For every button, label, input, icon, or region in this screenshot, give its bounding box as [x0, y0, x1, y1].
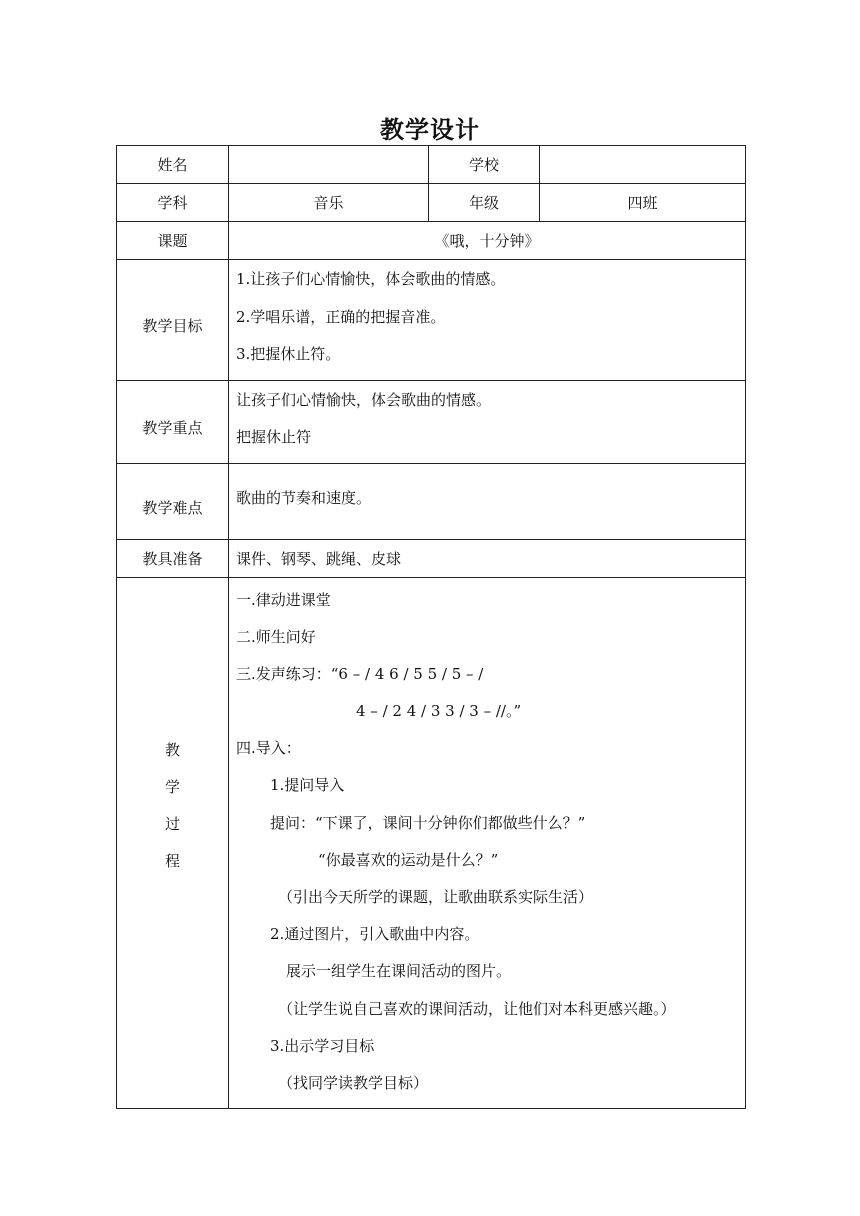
key-point-line: 把握休止符 [236, 428, 312, 446]
subject-value: 音乐 [229, 184, 429, 222]
process-line: 四.导入： [236, 739, 301, 758]
process-line: 提问：“下课了，课间十分钟你们都做些什么？” [270, 813, 586, 832]
topic-label: 课题 [117, 222, 229, 260]
school-label: 学校 [429, 146, 540, 184]
key-points-label: 教学重点 [117, 380, 229, 463]
difficulties-content [229, 463, 746, 539]
process-line: 展示一组学生在课间活动的图片。 [286, 962, 512, 981]
row-difficulties [117, 463, 746, 539]
difficulty-line: 歌曲的节奏和速度。 [236, 488, 372, 507]
goals-label: 教学目标 [117, 260, 229, 381]
row-subject [117, 184, 746, 222]
process-content [229, 577, 746, 1109]
grade-label: 年级 [429, 184, 540, 222]
key-point-line: 让孩子们心情愉快，体会歌曲的情感。 [236, 390, 492, 409]
process-line: 3.出示学习目标 [270, 1036, 375, 1055]
process-line: 2.通过图片，引入歌曲中内容。 [270, 925, 480, 944]
process-line: 4 – / 2 4 / 3 3 / 3 – //。” [356, 702, 522, 721]
document-title: 教学设计 [380, 116, 480, 144]
tools-label: 教具准备 [117, 539, 229, 577]
row-name [117, 146, 746, 184]
goal-line: 2.学唱乐谱，正确的把握音准。 [236, 307, 446, 326]
process-line: 一.律动进课堂 [236, 590, 331, 609]
process-label [117, 577, 229, 1109]
goal-line: 1.让孩子们心情愉快，体会歌曲的情感。 [236, 270, 506, 288]
process-label-char: 教 [164, 740, 180, 759]
school-value[interactable] [540, 146, 746, 184]
grade-value: 四班 [540, 184, 746, 222]
process-line: （找同学读教学目标） [278, 1073, 429, 1092]
process-line: （让学生说自己喜欢的课间活动，让他们对本科更感兴趣。） [278, 999, 676, 1018]
process-label-char: 学 [164, 777, 180, 796]
row-goals [117, 260, 746, 381]
row-process [117, 577, 746, 1109]
lesson-plan-table [116, 145, 746, 1109]
row-tools [117, 539, 746, 577]
process-line: （引出今天所学的课题，让歌曲联系实际生活） [278, 888, 594, 906]
key-points-content [229, 380, 746, 463]
process-label-char: 过 [164, 814, 180, 833]
goal-line: 3.把握休止符。 [236, 345, 341, 363]
process-line: 三.发声练习：“6 – / 4 6 / 5 5 / 5 – / [236, 664, 484, 683]
tools-value: 课件、钢琴、跳绳、皮球 [229, 539, 746, 577]
process-line: “你最喜欢的运动是什么？” [318, 850, 499, 869]
name-value[interactable] [229, 146, 429, 184]
name-label: 姓名 [117, 146, 229, 184]
row-key-points [117, 380, 746, 463]
topic-value: 《哦，十分钟》 [229, 222, 746, 260]
goals-content [229, 260, 746, 381]
process-line: 二.师生问好 [236, 627, 316, 646]
process-label-char: 程 [164, 851, 180, 870]
row-topic [117, 222, 746, 260]
subject-label: 学科 [117, 184, 229, 222]
difficulties-label: 教学难点 [117, 463, 229, 539]
process-line: 1.提问导入 [270, 776, 345, 795]
